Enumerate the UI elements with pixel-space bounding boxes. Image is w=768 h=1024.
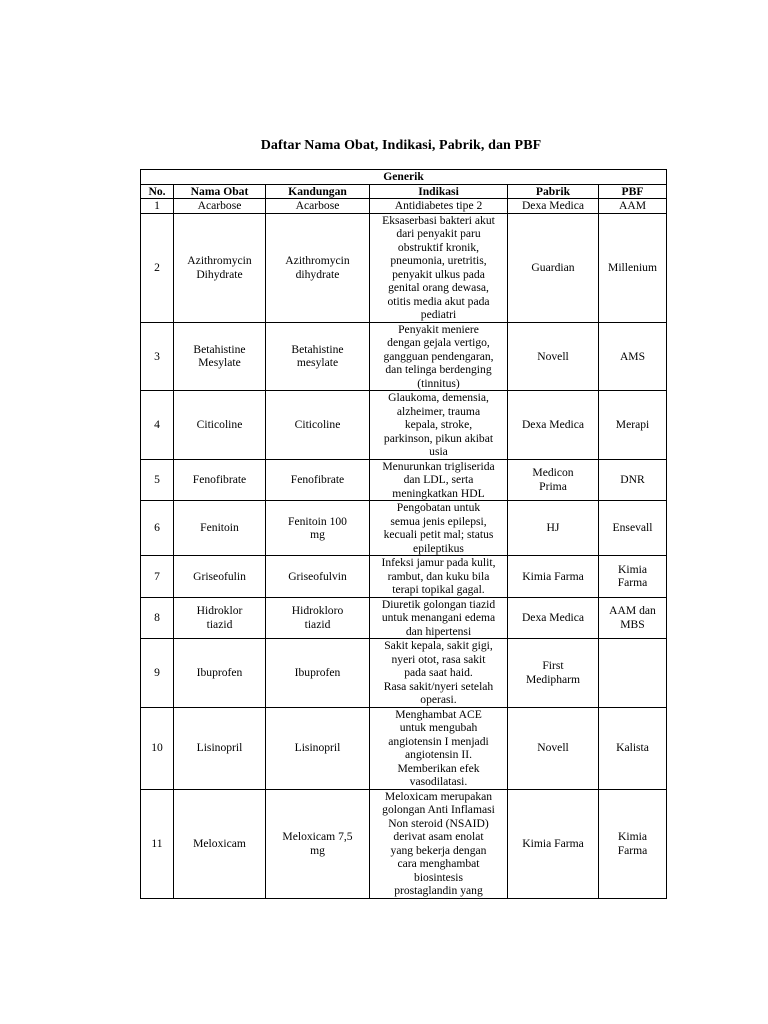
cell-no: 10: [141, 707, 174, 789]
table-row: [141, 213, 667, 322]
cell-indikasi: Penyakit meniere dengan gejala vertigo, gangguan pendengaran, dan telinga berdenging (tinnitus): [370, 322, 508, 391]
cell-nama-obat: Meloxicam: [174, 789, 266, 898]
cell-pabrik: Dexa Medica: [508, 597, 599, 639]
cell-kandungan: Acarbose: [266, 199, 370, 214]
cell-kandungan: Azithromycin dihydrate: [266, 213, 370, 322]
cell-indikasi: Diuretik golongan tiazid untuk menangani edema dan hipertensi: [370, 597, 508, 639]
cell-pbf: [599, 639, 667, 708]
cell-pabrik: HJ: [508, 501, 599, 556]
cell-pabrik: First Medipharm: [508, 639, 599, 708]
cell-kandungan: Lisinopril: [266, 707, 370, 789]
column-header-kandungan: Kandungan: [266, 184, 370, 199]
table-row: [141, 459, 667, 501]
cell-indikasi: Antidiabetes tipe 2: [370, 199, 508, 214]
table-row: [141, 322, 667, 391]
cell-pbf: Millenium: [599, 213, 667, 322]
cell-kandungan: Betahistine mesylate: [266, 322, 370, 391]
cell-no: 3: [141, 322, 174, 391]
cell-no: 2: [141, 213, 174, 322]
cell-kandungan: Fenitoin 100 mg: [266, 501, 370, 556]
cell-nama-obat: Hidroklor tiazid: [174, 597, 266, 639]
cell-indikasi: Sakit kepala, sakit gigi, nyeri otot, rasa sakit pada saat haid. Rasa sakit/nyeri setelah operasi.: [370, 639, 508, 708]
column-header-nama-obat: Nama Obat: [174, 184, 266, 199]
cell-no: 9: [141, 639, 174, 708]
cell-pabrik: Guardian: [508, 213, 599, 322]
cell-nama-obat: Azithromycin Dihydrate: [174, 213, 266, 322]
cell-pbf: Kimia Farma: [599, 556, 667, 598]
cell-no: 8: [141, 597, 174, 639]
table-row: [141, 707, 667, 789]
table-row: [141, 639, 667, 708]
cell-no: 5: [141, 459, 174, 501]
table-row: [141, 556, 667, 598]
cell-pbf: Kimia Farma: [599, 789, 667, 898]
cell-pbf: Kalista: [599, 707, 667, 789]
drug-table: [140, 169, 667, 899]
cell-kandungan: Fenofibrate: [266, 459, 370, 501]
cell-indikasi: Infeksi jamur pada kulit, rambut, dan kuku bila terapi topikal gagal.: [370, 556, 508, 598]
cell-pabrik: Kimia Farma: [508, 556, 599, 598]
cell-pbf: Merapi: [599, 391, 667, 460]
table-row: [141, 597, 667, 639]
cell-pbf: AAM dan MBS: [599, 597, 667, 639]
cell-kandungan: Ibuprofen: [266, 639, 370, 708]
cell-indikasi: Glaukoma, demensia, alzheimer, trauma kepala, stroke, parkinson, pikun akibat usia: [370, 391, 508, 460]
cell-kandungan: Meloxicam 7,5 mg: [266, 789, 370, 898]
cell-pabrik: Novell: [508, 707, 599, 789]
cell-no: 11: [141, 789, 174, 898]
table-row: [141, 501, 667, 556]
cell-nama-obat: Ibuprofen: [174, 639, 266, 708]
cell-pbf: Ensevall: [599, 501, 667, 556]
cell-kandungan: Citicoline: [266, 391, 370, 460]
cell-indikasi: Pengobatan untuk semua jenis epilepsi, kecuali petit mal; status epileptikus: [370, 501, 508, 556]
cell-pabrik: Dexa Medica: [508, 199, 599, 214]
cell-pabrik: Novell: [508, 322, 599, 391]
cell-nama-obat: Griseofulin: [174, 556, 266, 598]
cell-pbf: AMS: [599, 322, 667, 391]
table-row: [141, 391, 667, 460]
cell-no: 1: [141, 199, 174, 214]
cell-no: 4: [141, 391, 174, 460]
cell-indikasi: Menurunkan trigliserida dan LDL, serta meningkatkan HDL: [370, 459, 508, 501]
cell-pabrik: Kimia Farma: [508, 789, 599, 898]
cell-pbf: DNR: [599, 459, 667, 501]
table-row: [141, 199, 667, 214]
cell-indikasi: Menghambat ACE untuk mengubah angiotensin I menjadi angiotensin II. Memberikan efek vasodilatasi.: [370, 707, 508, 789]
cell-pabrik: Medicon Prima: [508, 459, 599, 501]
table-row: [141, 789, 667, 898]
cell-nama-obat: Lisinopril: [174, 707, 266, 789]
cell-pbf: AAM: [599, 199, 667, 214]
cell-nama-obat: Citicoline: [174, 391, 266, 460]
group-header-generik: Generik: [141, 170, 667, 185]
cell-nama-obat: Fenitoin: [174, 501, 266, 556]
cell-indikasi: Eksaserbasi bakteri akut dari penyakit paru obstruktif kronik, pneumonia, uretritis, penyakit ulkus pada genital orang dewasa, otitis media akut pada pediatri: [370, 213, 508, 322]
cell-nama-obat: Betahistine Mesylate: [174, 322, 266, 391]
cell-no: 6: [141, 501, 174, 556]
column-header-pabrik: Pabrik: [508, 184, 599, 199]
cell-nama-obat: Fenofibrate: [174, 459, 266, 501]
column-header-indikasi: Indikasi: [370, 184, 508, 199]
table-body: [141, 199, 667, 899]
cell-kandungan: Hidrokloro tiazid: [266, 597, 370, 639]
column-header-no: No.: [141, 184, 174, 199]
column-header-pbf: PBF: [599, 184, 667, 199]
cell-kandungan: Griseofulvin: [266, 556, 370, 598]
cell-pabrik: Dexa Medica: [508, 391, 599, 460]
cell-nama-obat: Acarbose: [174, 199, 266, 214]
cell-no: 7: [141, 556, 174, 598]
document-title: Daftar Nama Obat, Indikasi, Pabrik, dan PBF: [260, 138, 542, 153]
cell-indikasi: Meloxicam merupakan golongan Anti Inflamasi Non steroid (NSAID) derivat asam enolat yang bekerja dengan cara menghambat biosintesis prostaglandin yang: [370, 789, 508, 898]
